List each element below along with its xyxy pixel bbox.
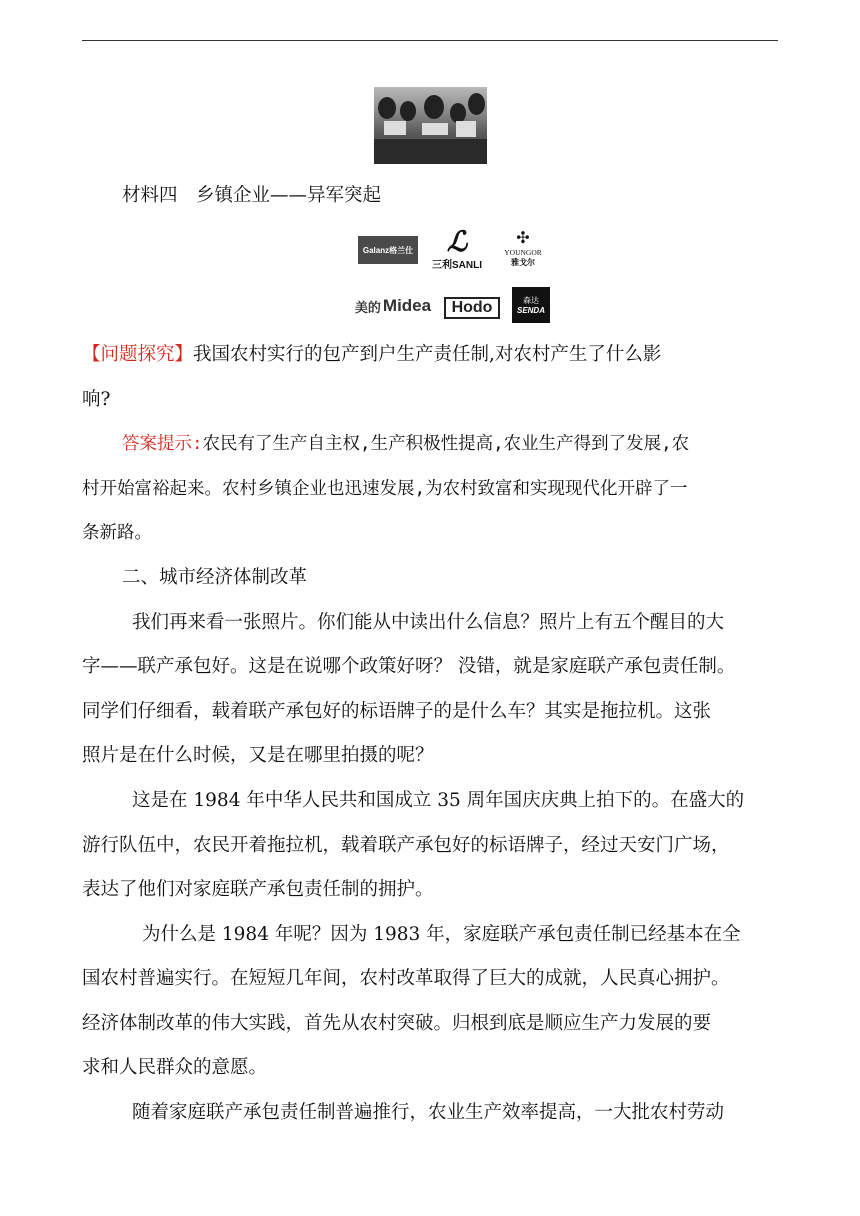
para3-line-4: 求和人民群众的意愿。	[82, 1057, 268, 1078]
para3-line-1: 为什么是 1984 年呢？因为 1983 年，家庭联产承包责任制已经基本在全	[142, 924, 741, 945]
section-two-heading: 二、城市经济体制改革	[122, 567, 308, 588]
para1-line-3: 同学们仔细看，载着联产承包好的标语牌子的是什么车？其实是拖拉机。这张	[82, 701, 712, 722]
senda-logo: 森达 SENDA	[512, 287, 550, 323]
para2-line-2: 游行队伍中，农民开着拖拉机，载着联产承包好的标语牌子，经过天安门广场，	[82, 835, 730, 856]
answer-line-1: 答案提示:农民有了生产自主权,生产积极性提高,农业生产得到了发展,农	[122, 434, 690, 454]
para1-line-2: 字——联产承包好。这是在说哪个政策好呀？ 没错，就是家庭联产承包责任制。	[82, 656, 736, 677]
question-tag: 【问题探究】	[82, 344, 194, 365]
answer-line-2: 村开始富裕起来。农村乡镇企业也迅速发展,为农村致富和实现现代化开辟了一	[82, 479, 688, 499]
midea-logo: 美的 Midea	[354, 296, 432, 315]
para1-line-1: 我们再来看一张照片。你们能从中读出什么信息？照片上有五个醒目的大	[132, 612, 725, 633]
question-line-1: 【问题探究】我国农村实行的包产到户生产责任制,对农村产生了什么影	[82, 344, 662, 365]
para1-line-4: 照片是在什么时候，又是在哪里拍摄的呢？	[82, 745, 434, 766]
para2-line-3: 表达了他们对家庭联产承包责任制的拥护。	[82, 879, 434, 900]
answer-line-3: 条新路。	[82, 523, 152, 543]
galanz-logo: Galanz格兰仕	[358, 236, 418, 264]
para3-line-3: 经济体制改革的伟大实践，首先从农村突破。归根到底是顺应生产力发展的要	[82, 1013, 712, 1034]
header-rule	[82, 40, 778, 41]
historical-photo	[374, 87, 487, 164]
answer-tag: 答案提示:	[122, 434, 203, 454]
para4-line-1: 随着家庭联产承包责任制普遍推行，农业生产效率提高，一大批农村劳动	[132, 1102, 725, 1123]
youngor-logo: ✣ YOUNGOR 雅戈尔	[504, 230, 542, 267]
hodo-logo: Hodo	[444, 297, 500, 319]
sanli-logo: ℒ 三利SANLI	[432, 225, 482, 271]
question-line-2: 响?	[82, 389, 111, 410]
para2-line-1: 这是在 1984 年中华人民共和国成立 35 周年国庆庆典上拍下的。在盛大的	[132, 790, 745, 811]
material-four-heading: 材料四 乡镇企业——异军突起	[122, 185, 382, 206]
para3-line-2: 国农村普遍实行。在短短几年间，农村改革取得了巨大的成就，人民真心拥护。	[82, 968, 730, 989]
